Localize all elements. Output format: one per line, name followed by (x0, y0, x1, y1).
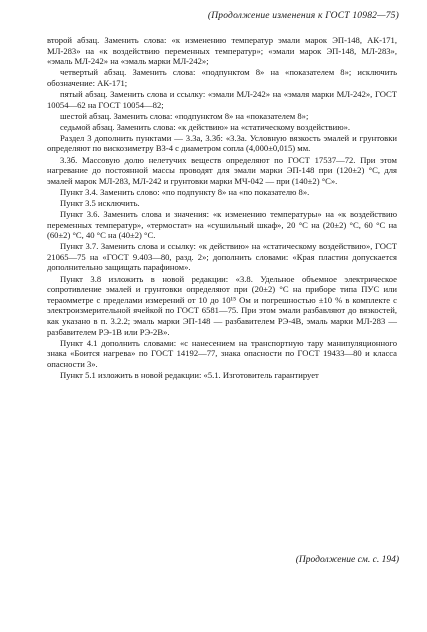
paragraph: четвертый абзац. Заменить слова: «подпунктом 8» на «показателем 8»; исключить обозначение: АК-171; (47, 67, 397, 88)
paragraph: Пункт 3.5 исключить. (60, 197, 140, 208)
paragraph: Пункт 3.6. Заменить слова и значения: «к изменению температуры» на «к воздействию переменных температур», «термостат» на «сушильный шкаф», 20 °С на (20±2) °С, 60 °С на (60±2) °С, 40 °С на (40±2) °С. (47, 209, 397, 241)
paragraph: Пункт 4.1 дополнить словами: «с нанесением на транспортную тару манипуляционного знака «Боится нагрева» по ГОСТ 14192—77, знака опасности по ГОСТ 19433—80 и класса опасности 3». (47, 337, 397, 369)
paragraph: Пункт 3.8 изложить в новой редакции: «3.8. Удельное объемное электрическое сопротивление эмалей и грунтовки определяют при (20±2) °С на приборе типа ПУС или тераомметре с пределами измерений от 10 до 10¹⁵ Ом и погрешностью ±10 % в комплекте с электроизмерительной ячейкой по ГОСТ 6581—75. При этом эмали разбавляют до вязкостей, как указано в п. 3.2.2; эмаль марки ЭП-148 — разбавителем РЭ-4В, эмаль марки МЛ-283 — разбавителем РЭ-1В или РЭ-2В». (47, 273, 397, 337)
paragraph: шестой абзац. Заменить слова: «подпунктом 8» на «показателем 8»; (60, 110, 309, 121)
paragraph: Пункт 3.7. Заменить слова и ссылку: «к действию» на «статическому воздействию», ГОСТ 21065—75 на «ГОСТ 9.403—80, разд. 2»; дополнить словами: «Края пластин допускается дополнительно защищать парафином». (47, 241, 397, 273)
paragraph: седьмой абзац. Заменить слова: «к действию» на «статическому воздействию». (60, 121, 351, 132)
document-body (47, 35, 397, 381)
paragraph: Пункт 3.4. Заменить слово: «по подпункту 8» на «по показателю 8». (60, 186, 310, 197)
page-header: (Продолжение изменения к ГОСТ 10982—75) (207, 11, 399, 21)
continuation-note: (Продолжение см. с. 194) (295, 555, 399, 565)
paragraph: 3.3б. Массовую долю нелетучих веществ определяют по ГОСТ 17537—72. При этом нагревание до постоянной массы проводят для эмали марки ЭП-148 при (120±2) °С, для эмалей марок МЛ-283, МЛ-242 и грунтовки марки МЧ-042 — при (140±2) °С». (47, 154, 397, 186)
paragraph: второй абзац. Заменить слова: «к изменению температур эмали марок ЭП-148, АК-171, МЛ-283» на «к воздействию переменных температур»; «эмали марок ЭП-148, МЛ-283», «эмаль МЛ-242» на «эмаль марки МЛ-242»; (47, 35, 397, 67)
paragraph: пятый абзац. Заменить слова и ссылку: «эмали МЛ-242» на «эмаля марки МЛ-242», ГОСТ 10054—62 на ГОСТ 10054—82; (47, 88, 397, 110)
paragraph: Раздел 3 дополнить пунктами — 3.3а, 3.3б: «3.3а. Условную вязкость эмалей и грунтовки определяют по вискозиметру ВЗ-4 с диаметром сопла (4,000±0,015) мм. (47, 132, 397, 154)
paragraph: Пункт 5.1 изложить в новой редакции: «5.1. Изготовитель гарантирует (60, 369, 319, 380)
